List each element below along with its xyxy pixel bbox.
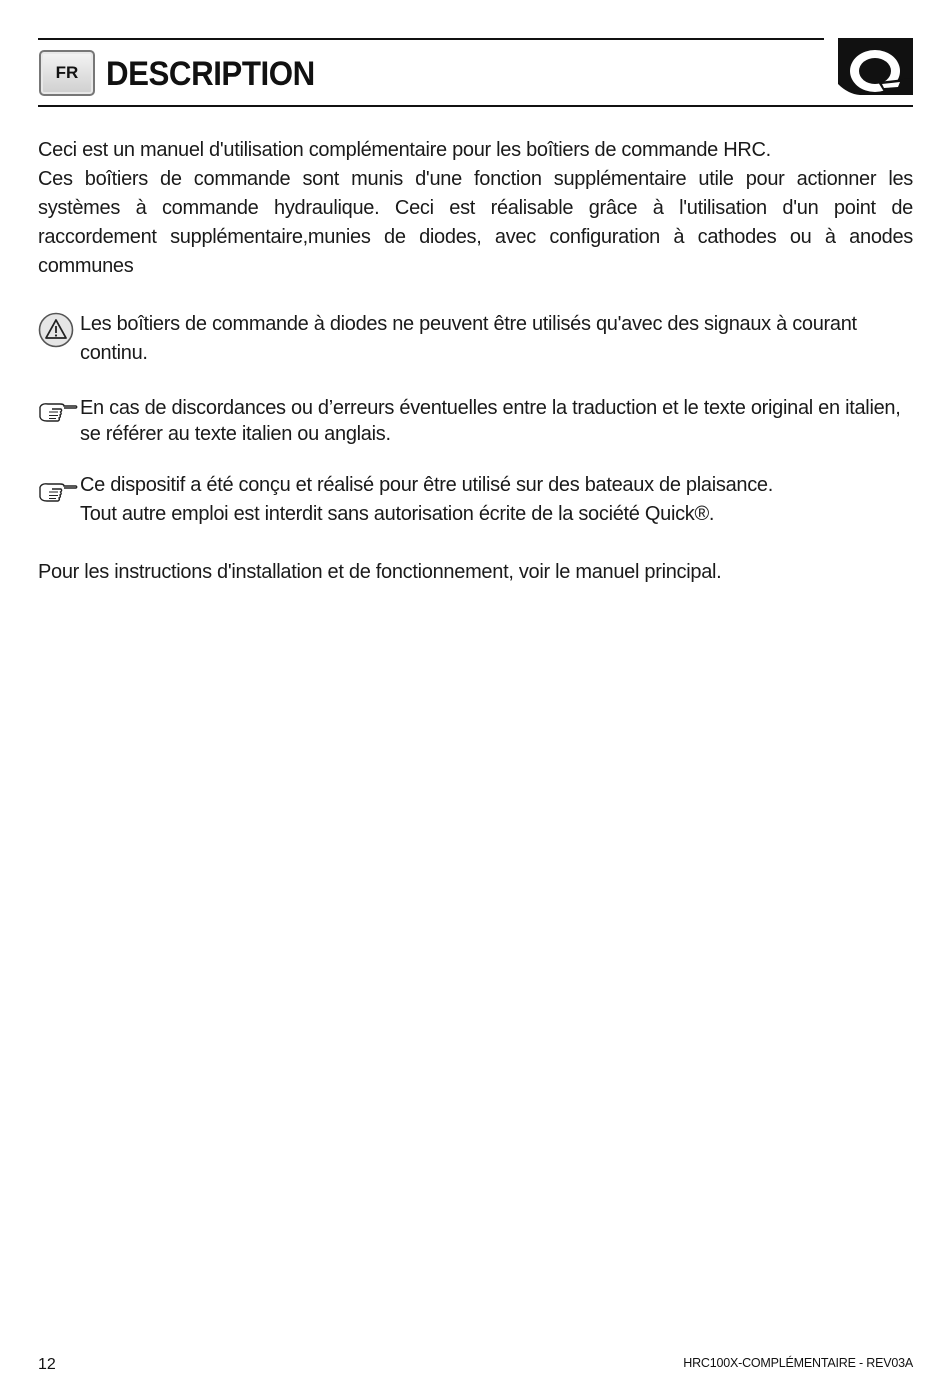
header-top-rule [38,38,824,40]
usage-note-line-2: Tout autre emploi est interdit sans autorisation écrite de la société Quick®. [80,503,715,525]
header-bottom-rule [38,105,913,107]
intro-paragraph: Ces boîtiers de commande sont munis d'une fonction supplémentaire utile pour actionner les systèmes à commande hydraulique. Ceci est réalisable grâce à l'utilisation d'un point de raccordement supplémentaire,munies de diodes, avec configuration à cathodes ou à anodes communes [38,168,913,277]
warning-note [38,310,913,368]
warning-icon [38,312,74,348]
info-note-usage [38,471,913,529]
page-title: DESCRIPTION [106,55,315,93]
pointing-hand-icon [38,397,78,423]
pointing-hand-icon [38,477,78,503]
warning-text: Les boîtiers de commande à diodes ne peuvent être utilisés qu'avec des signaux à courant continu. [80,313,857,364]
closing-paragraph: Pour les instructions d'installation et de fonctionnement, voir le manuel principal. [38,561,722,583]
page-number: 12 [38,1356,56,1373]
document-body [38,136,913,587]
info-note-translation [38,395,913,447]
translation-note-text: En cas de discordances ou d’erreurs éventuelles entre la traduction et le texte original en italien, se référer au texte italien ou anglais. [80,397,901,445]
quick-logo-icon [838,38,913,95]
usage-note-line-1: Ce dispositif a été conçu et réalisé pour être utilisé sur des bateaux de plaisance. [80,474,773,496]
document-reference: HRC100X-COMPLÉMENTAIRE - REV03A [683,1356,913,1370]
language-badge: FR [39,50,95,96]
intro-line-1: Ceci est un manuel d'utilisation complémentaire pour les boîtiers de commande HRC. [38,139,771,161]
